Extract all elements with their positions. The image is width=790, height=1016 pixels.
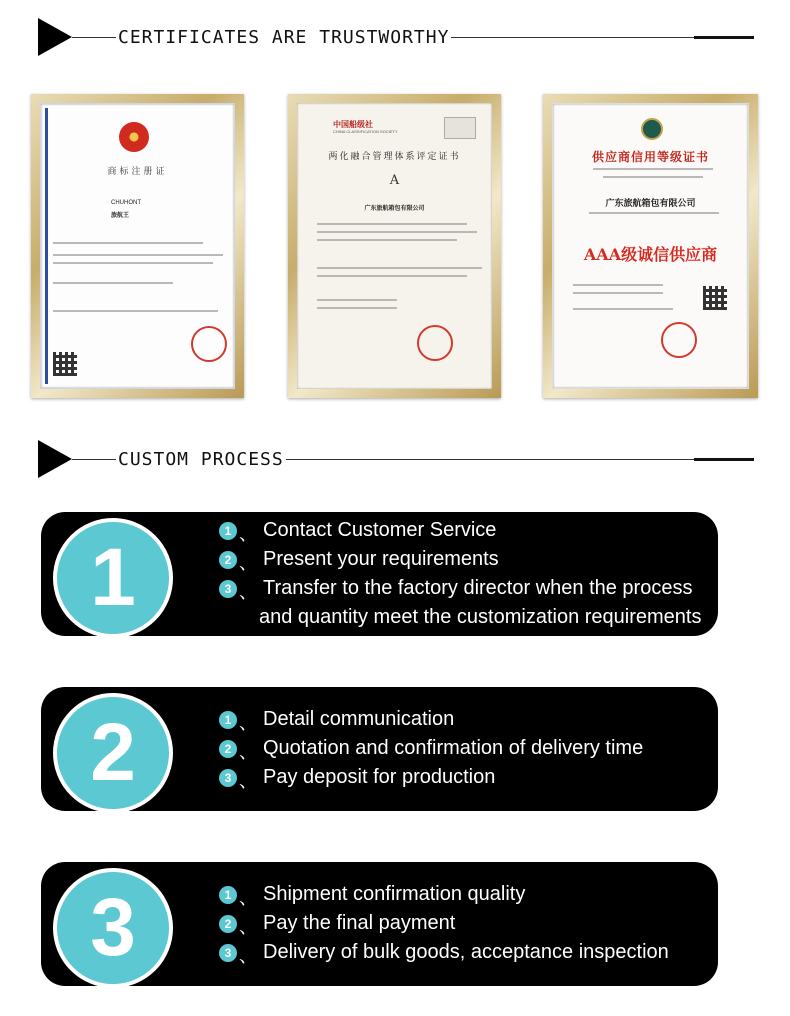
text-line <box>573 284 663 286</box>
text-line <box>53 282 173 284</box>
separator: 、 <box>239 888 257 908</box>
step-text: Detail communication <box>263 708 455 730</box>
step-badge: 3 <box>219 769 237 787</box>
process-header <box>0 440 790 480</box>
text-line <box>317 299 397 301</box>
step-number-circle <box>53 693 173 813</box>
separator: 、 <box>239 917 257 937</box>
process-step-block <box>41 512 718 636</box>
copy-stamp-icon <box>444 117 476 139</box>
text-line <box>53 242 203 244</box>
cert-title: 供应商信用等级证书 <box>591 150 709 164</box>
section-title: CERTIFICATES ARE TRUSTWORTHY <box>118 27 450 48</box>
step-text: Pay deposit for production <box>263 766 496 788</box>
cert-brand: CHUHONT <box>111 200 141 206</box>
step-number: 3 <box>90 882 136 973</box>
step-text: Shipment confirmation quality <box>263 883 526 905</box>
step-text: Quotation and confirmation of delivery time <box>263 737 644 759</box>
cert-level: AAA级诚信供应商 <box>583 245 718 264</box>
cert-company: 广东旅航箱包有限公司 <box>364 206 425 212</box>
text-line <box>317 239 457 241</box>
qr-code-icon <box>703 286 727 310</box>
certificate-integration <box>288 94 501 398</box>
text-line <box>317 231 477 233</box>
step-badge: 2 <box>219 740 237 758</box>
separator: 、 <box>239 713 257 733</box>
national-emblem-icon <box>119 122 149 152</box>
text-line <box>573 292 663 294</box>
separator: 、 <box>239 553 257 573</box>
certificate-trademark <box>31 94 244 398</box>
cert-org: 中国船级社 <box>333 120 373 129</box>
text-line <box>589 212 719 214</box>
step-badge: 3 <box>219 580 237 598</box>
text-line <box>317 307 397 309</box>
step-text: Contact Customer Service <box>263 519 497 541</box>
step-number: 1 <box>90 532 136 623</box>
step-text: Transfer to the factory director when the process <box>263 577 693 599</box>
text-line <box>53 254 223 256</box>
red-seal-icon <box>191 326 227 362</box>
step-text: Delivery of bulk goods, acceptance inspection <box>263 941 669 963</box>
step-text-continued: and quantity meet the customization requirements <box>259 606 702 628</box>
qr-code-icon <box>53 352 77 376</box>
step-number-circle <box>53 518 173 638</box>
cert-ribbon <box>45 108 48 384</box>
step-badge: 1 <box>219 711 237 729</box>
separator: 、 <box>239 742 257 762</box>
process-step-block <box>41 687 718 811</box>
cert-company: 广东旅航箱包有限公司 <box>605 198 696 208</box>
text-line <box>317 275 467 277</box>
red-seal-icon <box>417 325 453 361</box>
separator: 、 <box>239 771 257 791</box>
triangle-arrow-icon <box>38 18 72 56</box>
step-badge: 1 <box>219 522 237 540</box>
cert-brand-cn: 旅航王 <box>111 213 130 219</box>
step-text: Present your requirements <box>263 548 499 570</box>
cert-title: 商标注册证 <box>107 167 168 177</box>
step-badge: 2 <box>219 551 237 569</box>
cert-title: 两化融合管理体系评定证书 <box>328 152 461 162</box>
text-line <box>53 310 218 312</box>
cert-org-en: CHINA CLASSIFICATION SOCIETY <box>333 129 398 134</box>
step-badge: 1 <box>219 886 237 904</box>
separator: 、 <box>239 524 257 544</box>
triangle-arrow-icon <box>38 440 72 478</box>
divider-accent <box>694 458 754 461</box>
credit-logo-icon <box>641 118 663 140</box>
certificates-header <box>0 18 790 58</box>
process-step-block <box>41 862 718 986</box>
text-line <box>603 176 703 178</box>
divider-accent <box>694 36 754 39</box>
red-seal-icon <box>661 322 697 358</box>
certificate-credit <box>543 94 758 398</box>
step-badge: 2 <box>219 915 237 933</box>
step-text: Pay the final payment <box>263 912 456 934</box>
separator: 、 <box>239 946 257 966</box>
cert-grade: A <box>389 173 400 188</box>
step-badge: 3 <box>219 944 237 962</box>
text-line <box>573 308 673 310</box>
section-title: CUSTOM PROCESS <box>118 449 284 470</box>
text-line <box>317 223 467 225</box>
text-line <box>317 267 482 269</box>
step-number: 2 <box>90 707 136 798</box>
text-line <box>593 168 713 170</box>
step-number-circle <box>53 868 173 988</box>
text-line <box>53 262 213 264</box>
separator: 、 <box>239 582 257 602</box>
